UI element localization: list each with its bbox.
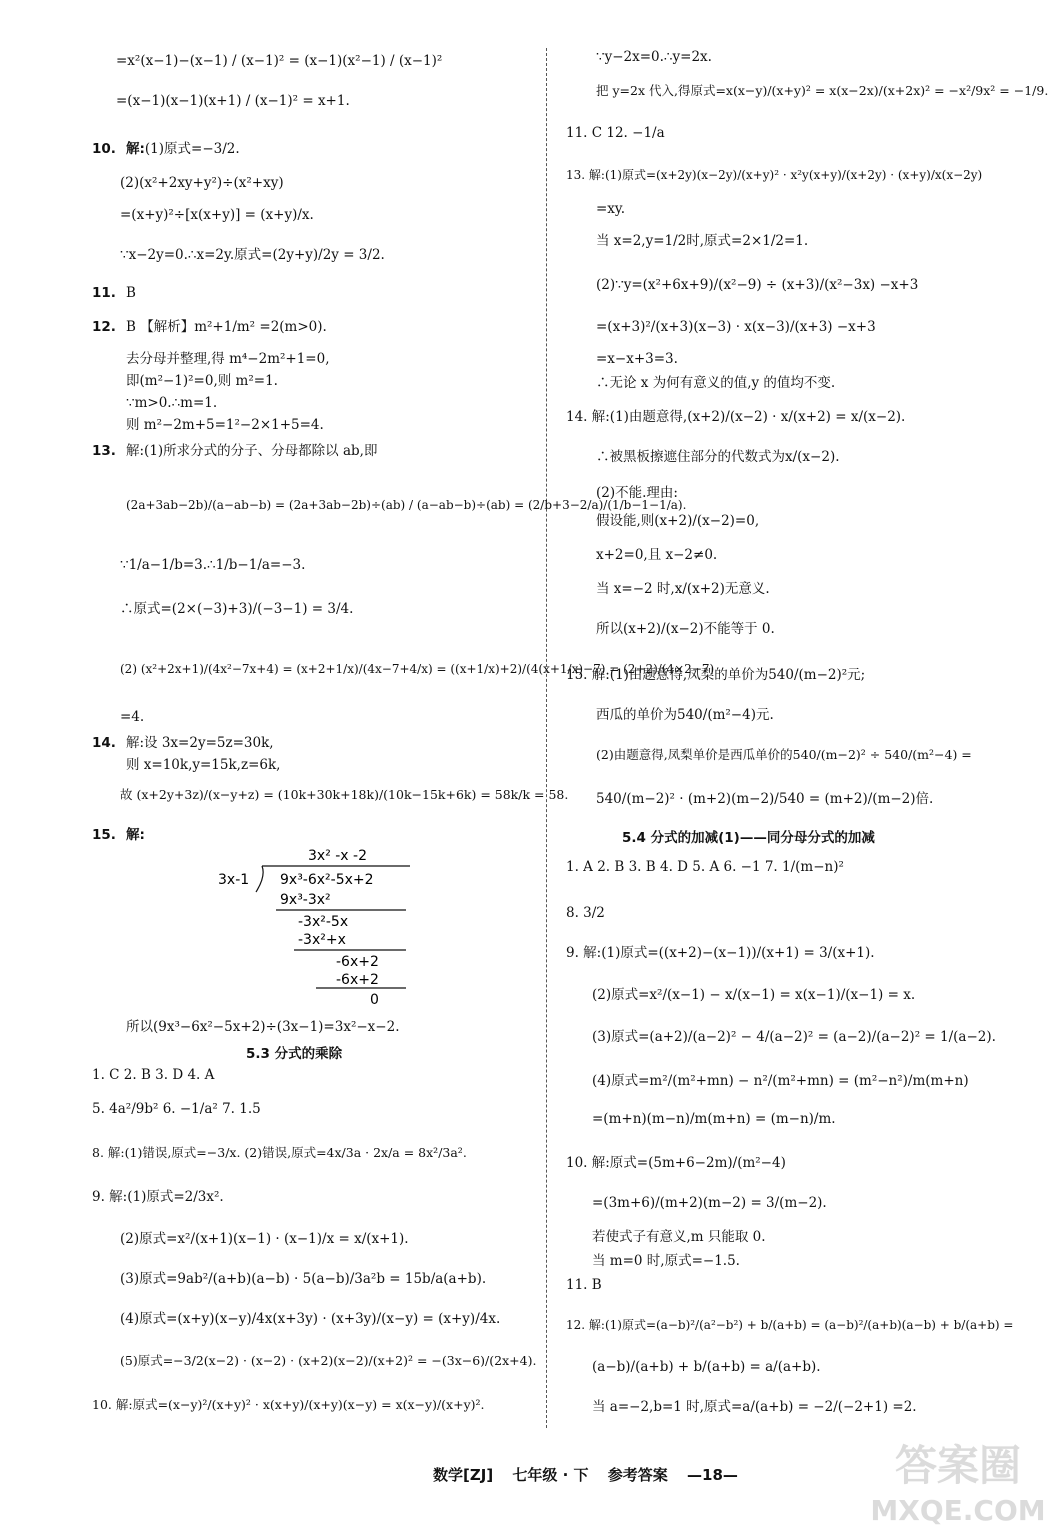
sec54-choices: 1. A 2. B 3. B 4. D 5. A 6. −1 7. 1/(m−n)² <box>566 859 844 875</box>
division-rem1: -3x²-5x <box>298 914 349 930</box>
division-divisor: 3x-1 <box>218 872 250 888</box>
sec53-q9-1: 9. 解:(1)原式=2/3x². <box>92 1189 224 1205</box>
r-q15-1: 15. 解:(1)由题意得,凤梨的单价为540/(m−2)²元; <box>566 667 866 683</box>
q13-intro: 解:(1)所求分式的分子、分母都除以 ab,即 <box>126 443 378 459</box>
r-q13-4: (2)∵y=(x²+6x+9)/(x²−9) ÷ (x+3)/(x²−3x) −x+3 <box>596 277 919 293</box>
q12-step3: ∵m>0.∴m=1. <box>126 395 218 411</box>
division-step2: -3x²+x <box>298 932 346 948</box>
sec54-q10-1: 10. 解:原式=(5m+6−2m)/(m²−4) <box>566 1155 786 1171</box>
sec53-q9-4: (4)原式=(x+y)(x−y)/4x(x+3y) · (x+3y)/(x−y) = (x+y)/4x. <box>120 1311 501 1327</box>
q10-part2: (2)(x²+2xy+y²)÷(x²+xy) <box>120 175 284 191</box>
r-q13-3: 当 x=2,y=1/2时,原式=2×1/2=1. <box>596 233 809 249</box>
sec54-q10-4: 当 m=0 时,原式=−1.5. <box>592 1253 740 1269</box>
q15-result: 所以(9x³−6x²−5x+2)÷(3x−1)=3x²−x−2. <box>126 1019 400 1035</box>
q10-result: ∵x−2y=0.∴x=2y.原式=(2y+y)/2y = 3/2. <box>120 247 385 263</box>
q13-part2: (2) (x²+2x+1)/(4x²−7x+4) = (x+2+1/x)/(4x−7+4/x) = ((x+1/x)+2)/(4(x+1/x)−7) = (2+2)/(4×2−7) <box>120 662 715 676</box>
q13-result1: ∴原式=(2×(−3)+3)/(−3−1) = 3/4. <box>120 601 354 617</box>
page-footer <box>433 1464 752 1485</box>
sec54-q9-3: (3)原式=(a+2)/(a−2)² − 4/(a−2)² = (a−2)/(a−2)² = 1/(a−2). <box>592 1029 996 1045</box>
r-q13-6: =x−x+3=3. <box>596 351 678 367</box>
r-q13-2: =xy. <box>596 201 626 217</box>
q14-step1: 解:设 3x=2y=5z=30k, <box>126 735 274 751</box>
division-dividend: 9x³-6x²-5x+2 <box>280 872 374 888</box>
sec54-q12-2: (a−b)/(a+b) + b/(a+b) = a/(a+b). <box>592 1359 821 1375</box>
q14-result: 故 (x+2y+3z)/(x−y+z) = (10k+30k+18k)/(10k−15k+6k) = 58k/k = 58. <box>120 787 569 802</box>
sec54-q9-1: 9. 解:(1)原式=((x+2)−(x−1))/(x+1) = 3/(x+1). <box>566 945 875 961</box>
sec53-choices: 1. C 2. B 3. D 4. A <box>92 1067 215 1083</box>
section-5-3-title: 5.3 分式的乘除 <box>246 1046 343 1062</box>
line-a2: =(x−1)(x−1)(x+1) / (x−1)² = x+1. <box>116 93 350 109</box>
r-q14-3: (2)不能.理由: <box>596 485 678 501</box>
q10-part1: (1)原式=−3/2. <box>144 141 240 157</box>
r-q15-2: 西瓜的单价为540/(m²−4)元. <box>596 707 774 723</box>
watermark-logo <box>858 1432 1058 1532</box>
q13-result2: =4. <box>120 709 145 725</box>
q12-answer: B 【解析】m²+1/m² =2(m>0). <box>126 319 327 335</box>
sec53-q9-3: (3)原式=9ab²/(a+b)(a−b) · 5(a−b)/3a²b = 15b/a(a+b). <box>120 1271 487 1287</box>
sec54-q12-3: 当 a=−2,b=1 时,原式=a/(a+b) = −2/(−2+1) =2. <box>592 1399 917 1415</box>
r-q14-4: 假设能,则(x+2)/(x−2)=0, <box>596 513 760 529</box>
line-a1: =x²(x−1)−(x−1) / (x−1)² = (x−1)(x²−1) / (x−1)² <box>116 53 443 69</box>
q12-step4: 则 m²−2m+5=1²−2×1+5=4. <box>126 417 324 433</box>
sec54-q11: 11. B <box>566 1277 602 1293</box>
q10-answer-1 <box>126 140 240 158</box>
jie-label: 解: <box>126 141 145 157</box>
r-q15-3: (2)由题意得,凤梨单价是西瓜单价的540/(m−2)² ÷ 540/(m²−4) = <box>596 747 972 762</box>
r-q13-1: 13. 解:(1)原式=(x+2y)(x−2y)/(x+y)² · x²y(x+y)/(x+2y) · (x+y)/x(x−2y) <box>566 168 983 182</box>
sec53-fill: 5. 4a²/9b² 6. −1/a² 7. 1.5 <box>92 1101 261 1117</box>
r-q11-12: 11. C 12. −1/a <box>566 125 665 141</box>
r-q14-6: 当 x=−2 时,x/(x+2)无意义. <box>596 581 770 597</box>
r-line-1: ∵y−2x=0.∴y=2x. <box>596 49 712 65</box>
q12-step2: 即(m²−1)²=0,则 m²=1. <box>126 373 278 389</box>
q11-number: 11. <box>92 285 116 301</box>
watermark-cn: 答案圈 <box>894 1441 1022 1490</box>
q10-step: =(x+y)²÷[x(x+y)] = (x+y)/x. <box>120 207 314 223</box>
division-rem3: 0 <box>370 992 379 1008</box>
sec54-q9-2: (2)原式=x²/(x−1) − x/(x−1) = x(x−1)/(x−1) = x. <box>592 987 916 1003</box>
q13-expr: (2a+3ab−2b)/(a−ab−b) = (2a+3ab−2b)÷(ab) / (a−ab−b)÷(ab) = (2/b+3−2/a)/(1/b−1−1/a). <box>126 498 687 512</box>
q13-given: ∵1/a−1/b=3.∴1/b−1/a=−3. <box>120 557 306 573</box>
sec54-q10-2: =(3m+6)/(m+2)(m−2) = 3/(m−2). <box>592 1195 827 1211</box>
q12-number: 12. <box>92 319 116 335</box>
footer-subject: 数学[ZJ] <box>433 1466 494 1484</box>
q14-step2: 则 x=10k,y=15k,z=6k, <box>126 757 281 773</box>
sec54-q9-5: =(m+n)(m−n)/m(m+n) = (m−n)/m. <box>592 1111 836 1127</box>
footer-page-number: —18— <box>687 1466 738 1484</box>
q15-number: 15. <box>92 827 116 843</box>
q15-label: 解: <box>126 827 145 843</box>
q14-number: 14. <box>92 735 116 751</box>
r-q14-2: ∴被黑板擦遮住部分的代数式为x/(x−2). <box>596 449 840 465</box>
sec53-q8: 8. 解:(1)错误,原式=−3/x. (2)错误,原式=4x/3a · 2x/a = 8x²/3a². <box>92 1145 467 1160</box>
q12-step1: 去分母并整理,得 m⁴−2m²+1=0, <box>126 351 330 367</box>
r-q14-5: x+2=0,且 x−2≠0. <box>596 547 718 563</box>
column-divider <box>546 48 547 1428</box>
division-quotient: 3x² -x -2 <box>308 848 368 864</box>
r-q13-7: ∴无论 x 为何有意义的值,y 的值均不变. <box>596 375 836 391</box>
division-rem2: -6x+2 <box>336 954 379 970</box>
q13-number: 13. <box>92 443 116 459</box>
footer-grade: 七年级 · 下 <box>512 1466 589 1484</box>
watermark-en: MXQE.COM <box>870 1494 1046 1527</box>
sec53-q9-5: (5)原式=−3/2(x−2) · (x−2) · (x+2)(x−2)/(x+2)² = −(3x−6)/(2x+4). <box>120 1353 537 1368</box>
sec54-q9-4: (4)原式=m²/(m²+mn) − n²/(m²+mn) = (m²−n²)/m(m+n) <box>592 1073 969 1089</box>
q11-answer: B <box>126 285 136 301</box>
r-q14-1: 14. 解:(1)由题意得,(x+2)/(x−2) · x/(x+2) = x/(x−2). <box>566 409 906 425</box>
r-q15-4: 540/(m−2)² · (m+2)(m−2)/540 = (m+2)/(m−2)倍. <box>596 791 934 807</box>
r-q14-7: 所以(x+2)/(x−2)不能等于 0. <box>596 621 775 637</box>
sec53-q10: 10. 解:原式=(x−y)²/(x+y)² · x(x+y)/(x+y)(x−y) = x(x−y)/(x+y)². <box>92 1397 485 1412</box>
sec54-q8: 8. 3/2 <box>566 905 605 921</box>
long-division-figure <box>210 842 430 1010</box>
q10-number: 10. <box>92 141 116 157</box>
division-step3: -6x+2 <box>336 972 379 988</box>
division-step1: 9x³-3x² <box>280 892 331 908</box>
footer-title: 参考答案 <box>607 1466 668 1484</box>
r-q13-5: =(x+3)²/(x+3)(x−3) · x(x−3)/(x+3) −x+3 <box>596 319 876 335</box>
section-5-4-title: 5.4 分式的加减(1)——同分母分式的加减 <box>622 830 875 846</box>
sec53-q9-2: (2)原式=x²/(x+1)(x−1) · (x−1)/x = x/(x+1). <box>120 1231 409 1247</box>
r-line-2: 把 y=2x 代入,得原式=x(x−y)/(x+y)² = x(x−2x)/(x+2x)² = −x²/9x² = −1/9. <box>596 83 1049 98</box>
sec54-q12-1: 12. 解:(1)原式=(a−b)²/(a²−b²) + b/(a+b) = (a−b)²/(a+b)(a−b) + b/(a+b) = <box>566 1318 1014 1332</box>
sec54-q10-3: 若使式子有意义,m 只能取 0. <box>592 1229 766 1245</box>
